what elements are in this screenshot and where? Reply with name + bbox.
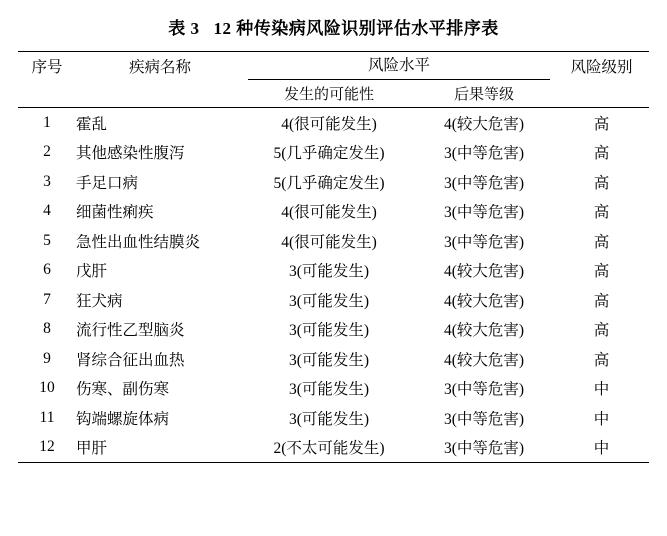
cell-consequence: 3(中等危害) [443,440,525,458]
cell-disease: 戊肝 [76,263,108,281]
cell-seq: 6 [43,261,51,279]
cell-consequence: 3(中等危害) [443,204,525,222]
cell-likelihood: 3(可能发生) [288,322,370,340]
table-row [18,433,649,463]
cell-likelihood: 5(几乎确定发生) [273,145,385,163]
cell-grade: 高 [593,145,610,163]
header-seq-spacer [18,80,76,108]
risk-assessment-table [18,51,649,463]
cell-likelihood: 4(很可能发生) [281,204,377,222]
header-risk-level-group-label: 风险水平 [248,53,550,80]
cell-grade: 高 [593,115,610,133]
cell-likelihood: 2(不太可能发生) [273,440,385,458]
header-disease-spacer [76,80,244,108]
header-consequence: 后果等级 [453,87,514,103]
cell-grade: 高 [593,263,610,281]
table-row [18,344,649,374]
cell-disease: 细菌性痢疾 [76,204,154,222]
cell-seq: 4 [43,202,51,220]
cell-disease: 流行性乙型脑炎 [76,322,185,340]
header-grade: 风险级别 [570,59,633,76]
cell-grade: 中 [593,410,610,428]
cell-grade: 高 [593,351,610,369]
cell-consequence: 3(中等危害) [443,174,525,192]
header-seq: 序号 [31,59,63,76]
cell-consequence: 4(较大危害) [443,322,525,340]
cell-consequence: 3(中等危害) [443,145,525,163]
table-row [18,138,649,168]
cell-consequence: 3(中等危害) [443,381,525,399]
cell-disease: 钩端螺旋体病 [76,410,170,428]
cell-disease: 其他感染性腹泻 [76,145,185,163]
cell-seq: 11 [39,408,55,426]
cell-likelihood: 4(很可能发生) [281,233,377,251]
table-row [18,108,649,138]
cell-grade: 高 [593,233,610,251]
table-row [18,403,649,433]
cell-grade: 高 [593,322,610,340]
cell-grade: 高 [593,174,610,192]
table-row [18,226,649,256]
cell-seq: 2 [43,143,51,161]
cell-likelihood: 3(可能发生) [288,410,370,428]
header-grade-spacer [554,80,649,108]
cell-grade: 高 [593,292,610,310]
table-row [18,256,649,286]
cell-seq: 3 [43,172,51,190]
cell-likelihood: 3(可能发生) [288,351,370,369]
table-header-row-secondary [18,80,649,108]
cell-seq: 12 [39,438,55,456]
table-row [18,315,649,345]
cell-grade: 中 [593,381,610,399]
cell-consequence: 4(较大危害) [443,351,525,369]
cell-seq: 9 [43,349,51,367]
cell-seq: 10 [39,379,55,397]
cell-likelihood: 4(很可能发生) [281,115,377,133]
cell-likelihood: 3(可能发生) [288,292,370,310]
table-caption-label: 表 3 [168,19,200,38]
cell-disease: 手足口病 [76,174,139,192]
cell-likelihood: 3(可能发生) [288,381,370,399]
header-likelihood: 发生的可能性 [283,87,374,103]
cell-seq: 1 [43,113,51,131]
cell-disease: 急性出血性结膜炎 [76,233,201,251]
cell-seq: 7 [43,290,51,308]
cell-disease: 甲肝 [76,440,108,458]
cell-consequence: 4(较大危害) [443,263,525,281]
table-row [18,167,649,197]
table-row [18,374,649,404]
cell-disease: 霍乱 [76,115,108,133]
header-risk-level-group [244,52,554,80]
cell-disease: 伤寒、副伤寒 [76,381,170,399]
table-header-row-primary [18,52,649,80]
cell-consequence: 3(中等危害) [443,233,525,251]
cell-consequence: 4(较大危害) [443,115,525,133]
table-caption [18,14,649,39]
cell-likelihood: 3(可能发生) [288,263,370,281]
table-caption-title: 12 种传染病风险识别评估水平排序表 [213,19,499,38]
cell-grade: 中 [593,440,610,458]
table-row [18,285,649,315]
cell-consequence: 4(较大危害) [443,292,525,310]
cell-disease: 狂犬病 [76,292,123,310]
table-bottom-rule [18,463,649,464]
table-body [18,108,649,463]
header-disease: 疾病名称 [128,59,191,76]
cell-seq: 5 [43,231,51,249]
cell-consequence: 3(中等危害) [443,410,525,428]
cell-seq: 8 [43,320,51,338]
cell-grade: 高 [593,204,610,222]
table-row [18,197,649,227]
cell-likelihood: 5(几乎确定发生) [273,174,385,192]
cell-disease: 肾综合征出血热 [76,351,185,369]
